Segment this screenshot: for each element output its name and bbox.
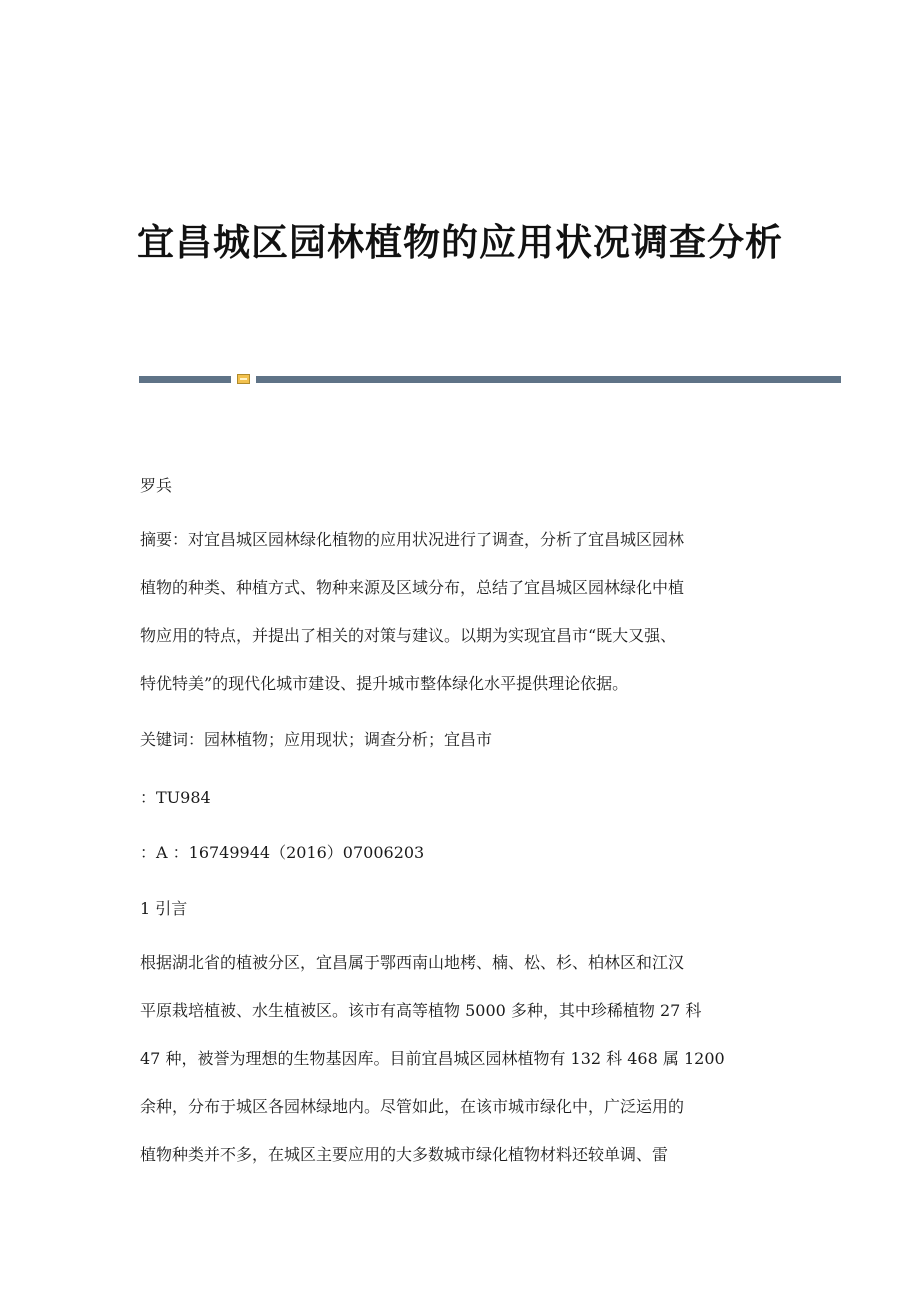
body-line: 47 种，被誉为理想的生物基因库。目前宜昌城区园林植物有 132 科 468 属 1200 xyxy=(140,1049,725,1068)
document-code: ：A ：16749944（2016）07006203 xyxy=(140,843,425,862)
body-line: 平原栽培植被、水生植被区。该市有高等植物 5000 多种，其中珍稀植物 27 科 xyxy=(140,1001,702,1020)
section-heading: 1 引言 xyxy=(140,899,188,918)
divider-ornament-icon xyxy=(237,374,250,384)
abstract-line: 特优特美”的现代化城市建设、提升城市整体绿化水平提供理论依据。 xyxy=(140,674,629,693)
classification-number: ：TU984 xyxy=(140,788,211,807)
body-line: 余种，分布于城区各园林绿地内。尽管如此，在该市城市绿化中，广泛运用的 xyxy=(140,1097,685,1116)
paper-title: 宜昌城区园林植物的应用状况调查分析 xyxy=(137,221,783,264)
keywords: 关键词：园林植物；应用现状；调查分析；宜昌市 xyxy=(140,730,493,749)
author: 罗兵 xyxy=(140,476,173,495)
body-line: 植物种类并不多，在城区主要应用的大多数城市绿化植物材料还较单调、雷 xyxy=(140,1145,669,1164)
title-divider xyxy=(139,374,841,384)
divider-bar-right xyxy=(256,376,841,383)
divider-bar-left xyxy=(139,376,231,383)
abstract-line: 植物的种类、种植方式、物种来源及区域分布，总结了宜昌城区园林绿化中植 xyxy=(140,578,685,597)
abstract-line: 摘要：对宜昌城区园林绿化植物的应用状况进行了调查，分析了宜昌城区园林 xyxy=(140,530,685,549)
body-line: 根据湖北省的植被分区，宜昌属于鄂西南山地栲、楠、松、杉、柏林区和江汉 xyxy=(140,953,685,972)
abstract-line: 物应用的特点，并提出了相关的对策与建议。以期为实现宜昌市“既大又强、 xyxy=(140,626,677,645)
